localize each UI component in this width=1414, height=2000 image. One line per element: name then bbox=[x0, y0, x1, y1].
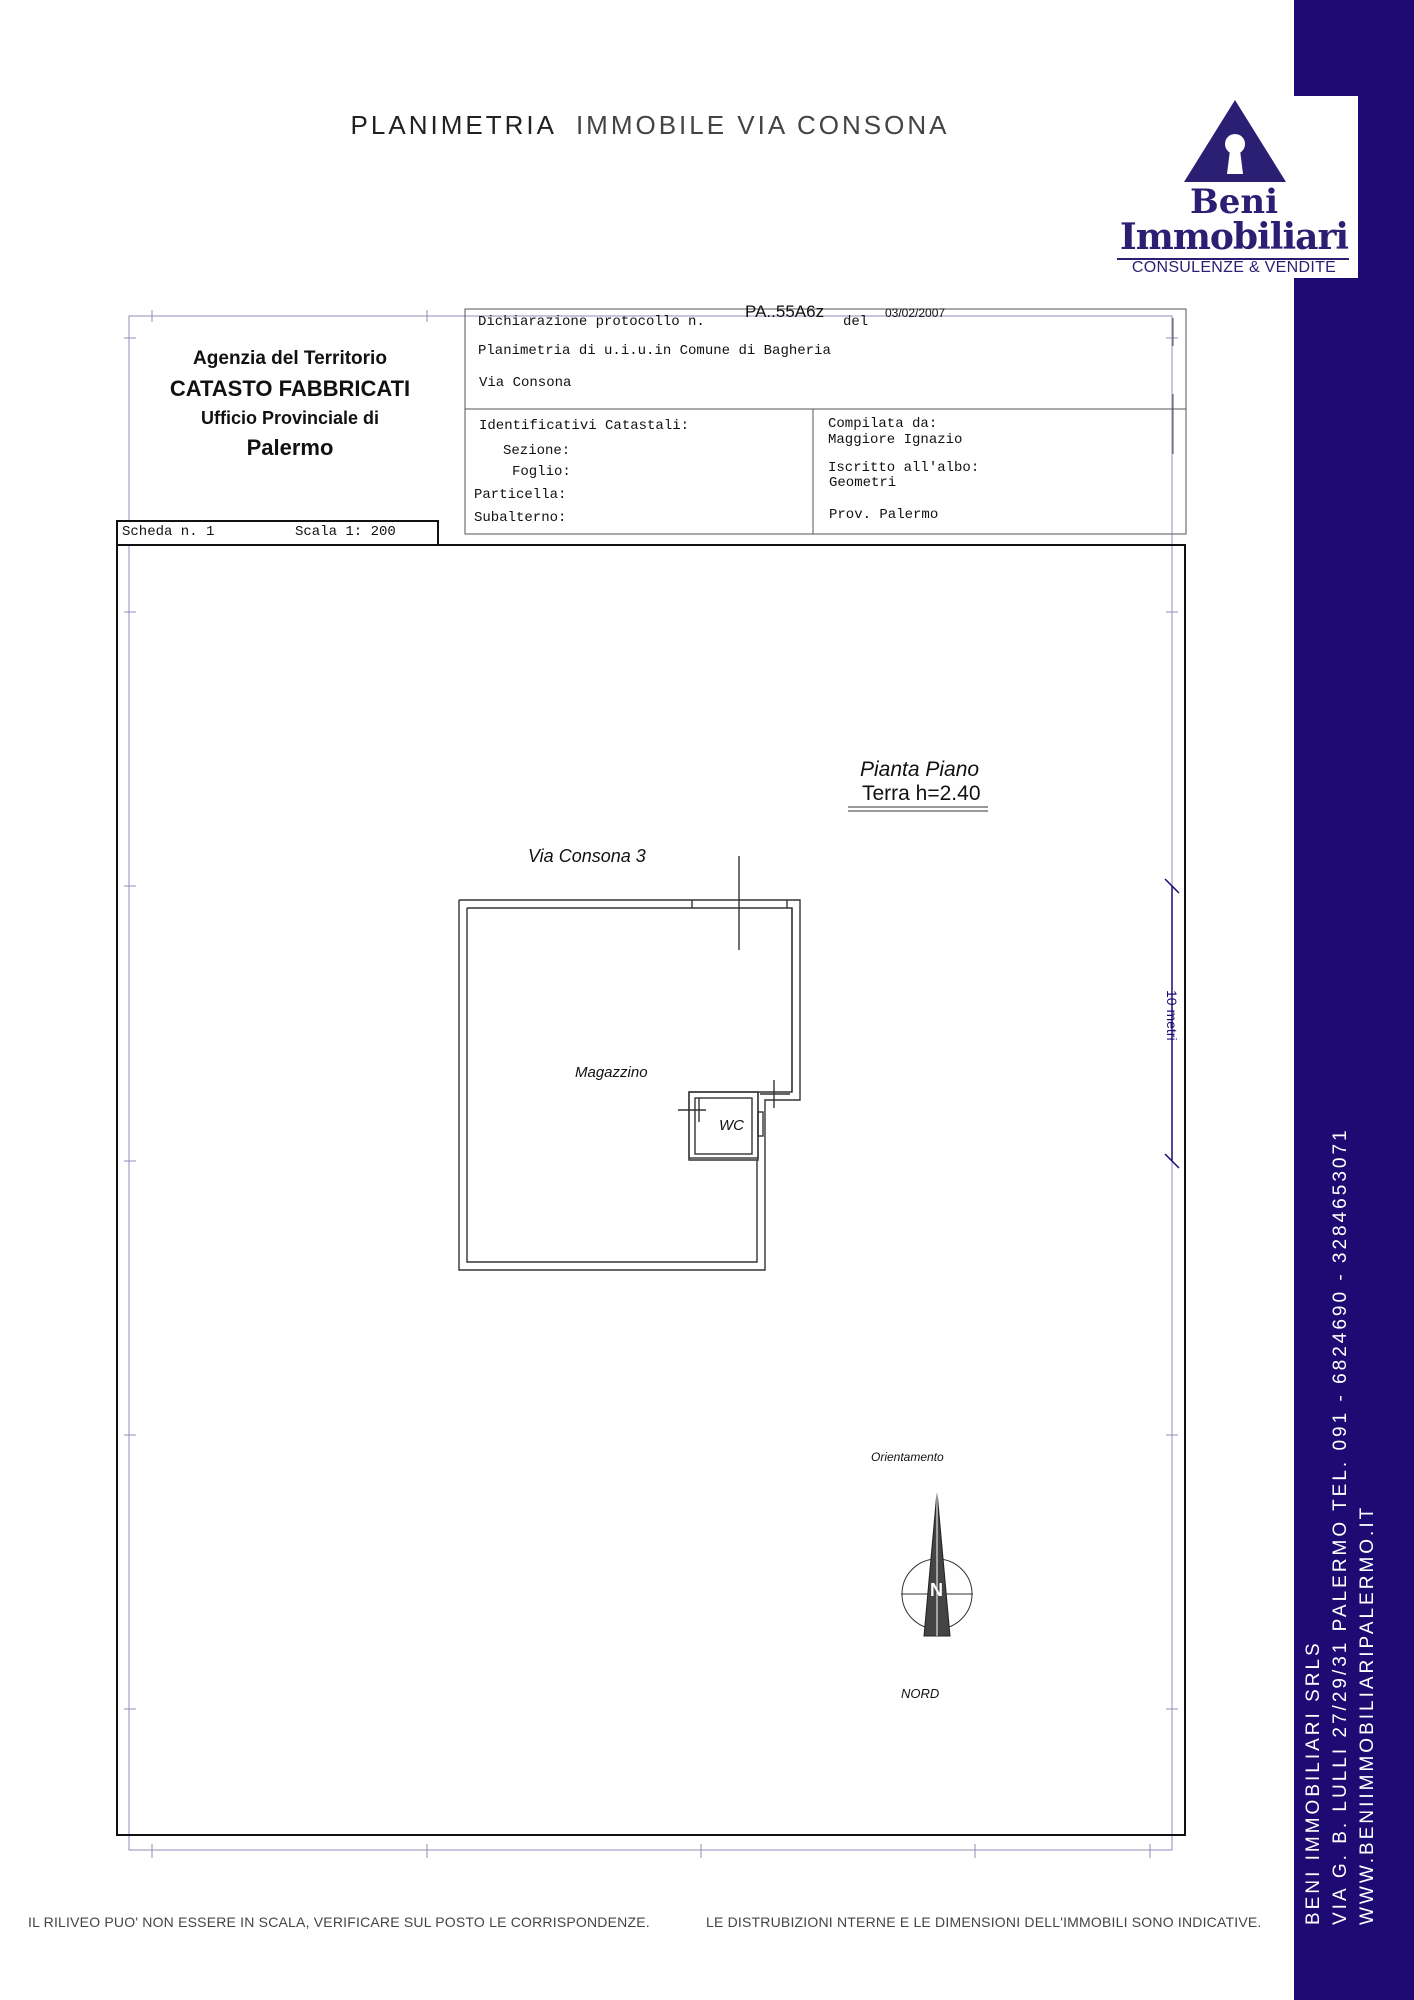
footer-note-left: IL RILIVEO PUO' NON ESSERE IN SCALA, VERIFICARE SUL POSTO LE CORRISPONDENZE. bbox=[28, 1914, 650, 1930]
scale-note: 10 metri bbox=[1164, 990, 1180, 1041]
protocol-label: Dichiarazione protocollo n. bbox=[478, 314, 705, 330]
north-label: NORD bbox=[901, 1686, 940, 1701]
north-arrow-icon bbox=[901, 1492, 973, 1636]
agency-department: CATASTO FABBRICATI bbox=[169, 376, 411, 401]
scheda-label: Scheda n. 1 bbox=[122, 524, 215, 540]
register-value: Geometri bbox=[829, 475, 897, 491]
municipality-line: Planimetria di u.i.u.in Comune di Bagheria bbox=[478, 343, 831, 359]
register-label: Iscritto all'albo: bbox=[828, 460, 980, 476]
street-line: Via Consona bbox=[479, 375, 572, 391]
date-label: del bbox=[843, 314, 869, 330]
particella-label: Particella: bbox=[474, 487, 567, 503]
sezione-label: Sezione: bbox=[503, 443, 571, 459]
date-value: 03/02/2007 bbox=[885, 306, 946, 320]
scala-label: Scala 1: 200 bbox=[295, 524, 396, 540]
brand-sidebar-text bbox=[1300, 1065, 1410, 1925]
logo-line-2: Immobiliari bbox=[1119, 216, 1349, 258]
subalterno-label: Subalterno: bbox=[474, 510, 567, 526]
company-address-phone: VIA G. B. LULLI 27/29/31 PALERMO TEL. 091 - 6824690 - 3284653071 bbox=[1330, 1127, 1351, 1925]
foglio-label: Foglio: bbox=[512, 464, 571, 480]
main-frame bbox=[117, 545, 1185, 1835]
agency-office: Ufficio Provinciale di bbox=[200, 408, 380, 428]
page-title-light: IMMOBILE VIA CONSONA bbox=[575, 110, 950, 140]
compiler-label: Compilata da: bbox=[828, 416, 938, 432]
floor-plan bbox=[459, 856, 800, 1270]
room-label-wc: WC bbox=[719, 1117, 744, 1134]
agency-name: Agenzia del Territorio bbox=[193, 348, 387, 369]
street-label: Via Consona 3 bbox=[528, 846, 646, 866]
floor-label-line-1: Pianta Piano bbox=[860, 758, 980, 781]
agency-city: Palermo bbox=[246, 435, 334, 460]
compiler-name: Maggiore Ignazio bbox=[828, 432, 963, 448]
floor-label-line-2: Terra h=2.40 bbox=[862, 782, 981, 805]
page-title-strong: PLANIMETRIA bbox=[350, 110, 556, 140]
compiler-province: Prov. Palermo bbox=[829, 507, 939, 523]
footer-note-right: LE DISTRUBIZIONI NTERNE E LE DIMENSIONI DELL'IMMOBILI SONO INDICATIVE. bbox=[706, 1914, 1262, 1930]
identifiers-heading: Identificativi Catastali: bbox=[479, 418, 690, 434]
company-website[interactable]: WWW.BENIIMMOBILIARIPALERMO.IT bbox=[1357, 1504, 1378, 1925]
company-name: BENI IMMOBILIARI SRLS bbox=[1303, 1640, 1324, 1925]
protocol-value: PA..55A6z bbox=[745, 302, 825, 321]
north-letter: N bbox=[930, 1580, 943, 1600]
logo-tagline: CONSULENZE & VENDITE bbox=[1131, 259, 1337, 276]
logo-line-1: Beni bbox=[1189, 182, 1278, 222]
orientation-label: Orientamento bbox=[871, 1450, 944, 1464]
room-label-magazzino: Magazzino bbox=[575, 1064, 648, 1081]
